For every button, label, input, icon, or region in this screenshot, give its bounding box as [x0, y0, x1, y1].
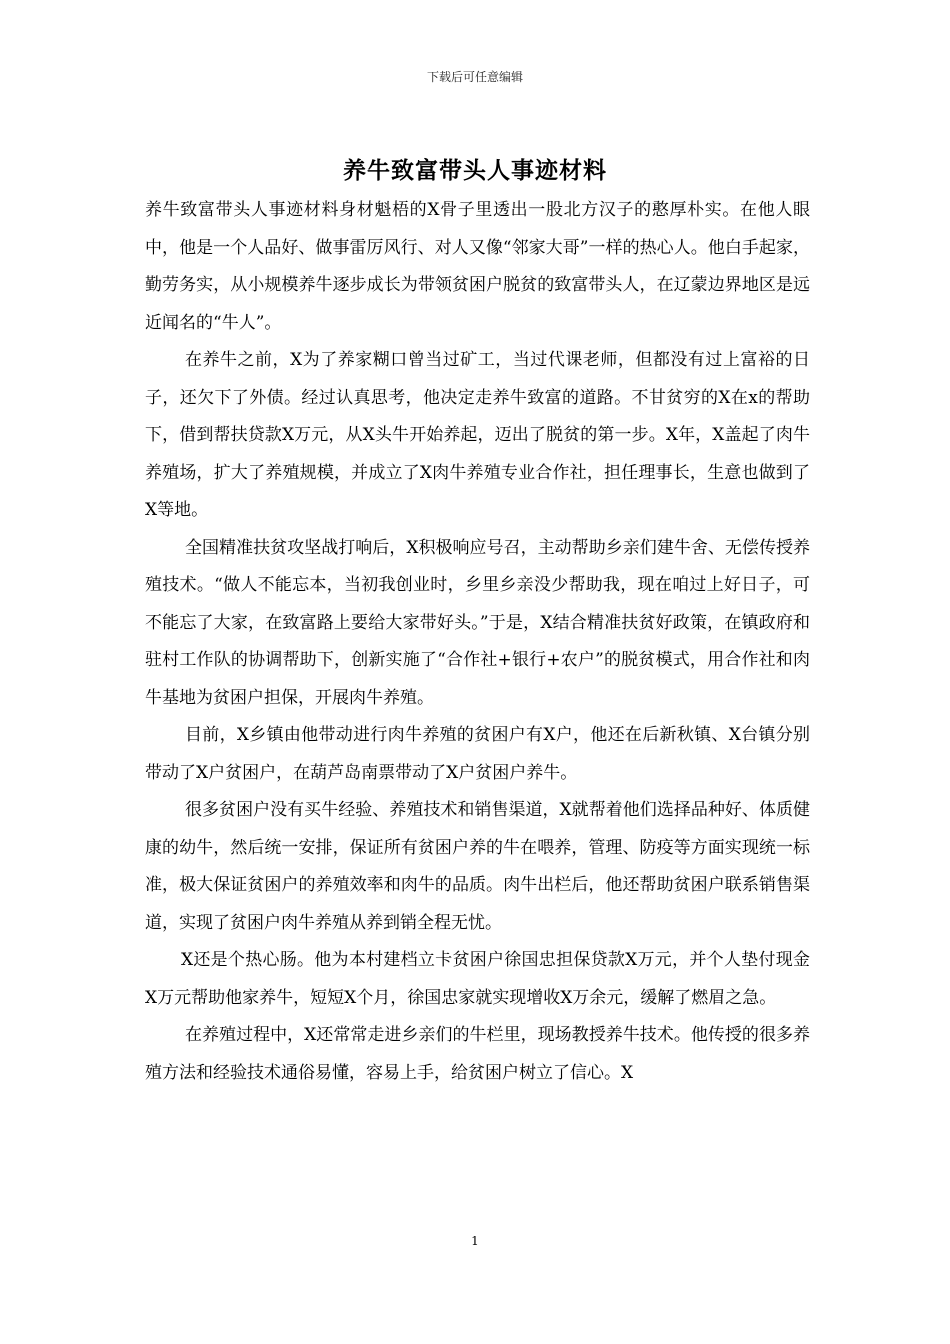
document-body [145, 192, 810, 1092]
document-title: 养牛致富带头人事迹材料 [343, 157, 607, 184]
paragraph-intro: 养牛致富带头人事迹材料身材魁梧的X骨子里透出一股北方汉子的憨厚朴实。在他人眼中，他是一个人品好、做事雷厉风行、对人又像“邻家大哥”一样的热心人。他白手起家，勤劳务实，从小规模养牛逐步成长为带领贫困户脱贫的致富带头人，在辽蒙边界地区是远近闻名的“牛人”。 [145, 200, 810, 333]
page-header-note: 下载后可任意编辑 [426, 70, 523, 84]
paragraph-current-status: 目前，X乡镇由他带动进行肉牛养殖的贫困户有X户，他还在后新秋镇、X台镇分别带动了X户贫困户，在葫芦岛南票带动了X户贫困户养牛。 [145, 725, 810, 783]
paragraph-technical-help: 很多贫困户没有买牛经验、养殖技术和销售渠道，X就帮着他们选择品种好、体质健康的幼牛，然后统一安排，保证所有贫困户养的牛在喂养，管理、防疫等方面实现统一标准，极大保证贫困户的养殖效率和肉牛的品质。肉牛出栏后，他还帮助贫困户联系销售渠道，实现了贫困户肉牛养殖从养到销全程无忧。 [145, 800, 810, 933]
paragraph-teaching: 在养殖过程中，X还常常走进乡亲们的牛栏里，现场教授养牛技术。他传授的很多养殖方法和经验技术通俗易懂，容易上手，给贫困户树立了信心。X [145, 1025, 810, 1083]
paragraph-poverty-campaign: 全国精准扶贫攻坚战打响后，X积极响应号召，主动帮助乡亲们建牛舍、无偿传授养殖技术。“做人不能忘本，当初我创业时，乡里乡亲没少帮助我，现在咱过上好日子，可不能忘了大家，在致富路上要给大家带好头。”于是，X结合精准扶贫好政策，在镇政府和驻村工作队的协调帮助下，创新实施了“合作社+银行+农户”的脱贫模式，用合作社和肉牛基地为贫困户担保，开展肉牛养殖。 [145, 537, 810, 708]
paragraph-warm-hearted: X还是个热心肠。他为本村建档立卡贫困户徐国忠担保贷款X万元，并个人垫付现金X万元帮助他家养牛，短短X个月，徐国忠家就实现增收X万余元，缓解了燃眉之急。 [145, 950, 810, 1008]
paragraph-before-cattle: 在养牛之前，X为了养家糊口曾当过矿工，当过代课老师，但都没有过上富裕的日子，还欠下了外债。经过认真思考，他决定走养牛致富的道路。不甘贫穷的X在x的帮助下，借到帮扶贷款X万元，从X头牛开始养起，迈出了脱贫的第一步。X年，X盖起了肉牛养殖场，扩大了养殖规模，并成立了X肉牛养殖专业合作社，担任理事长，生意也做到了X等地。 [145, 350, 810, 520]
page-number: 1 [471, 1234, 479, 1248]
